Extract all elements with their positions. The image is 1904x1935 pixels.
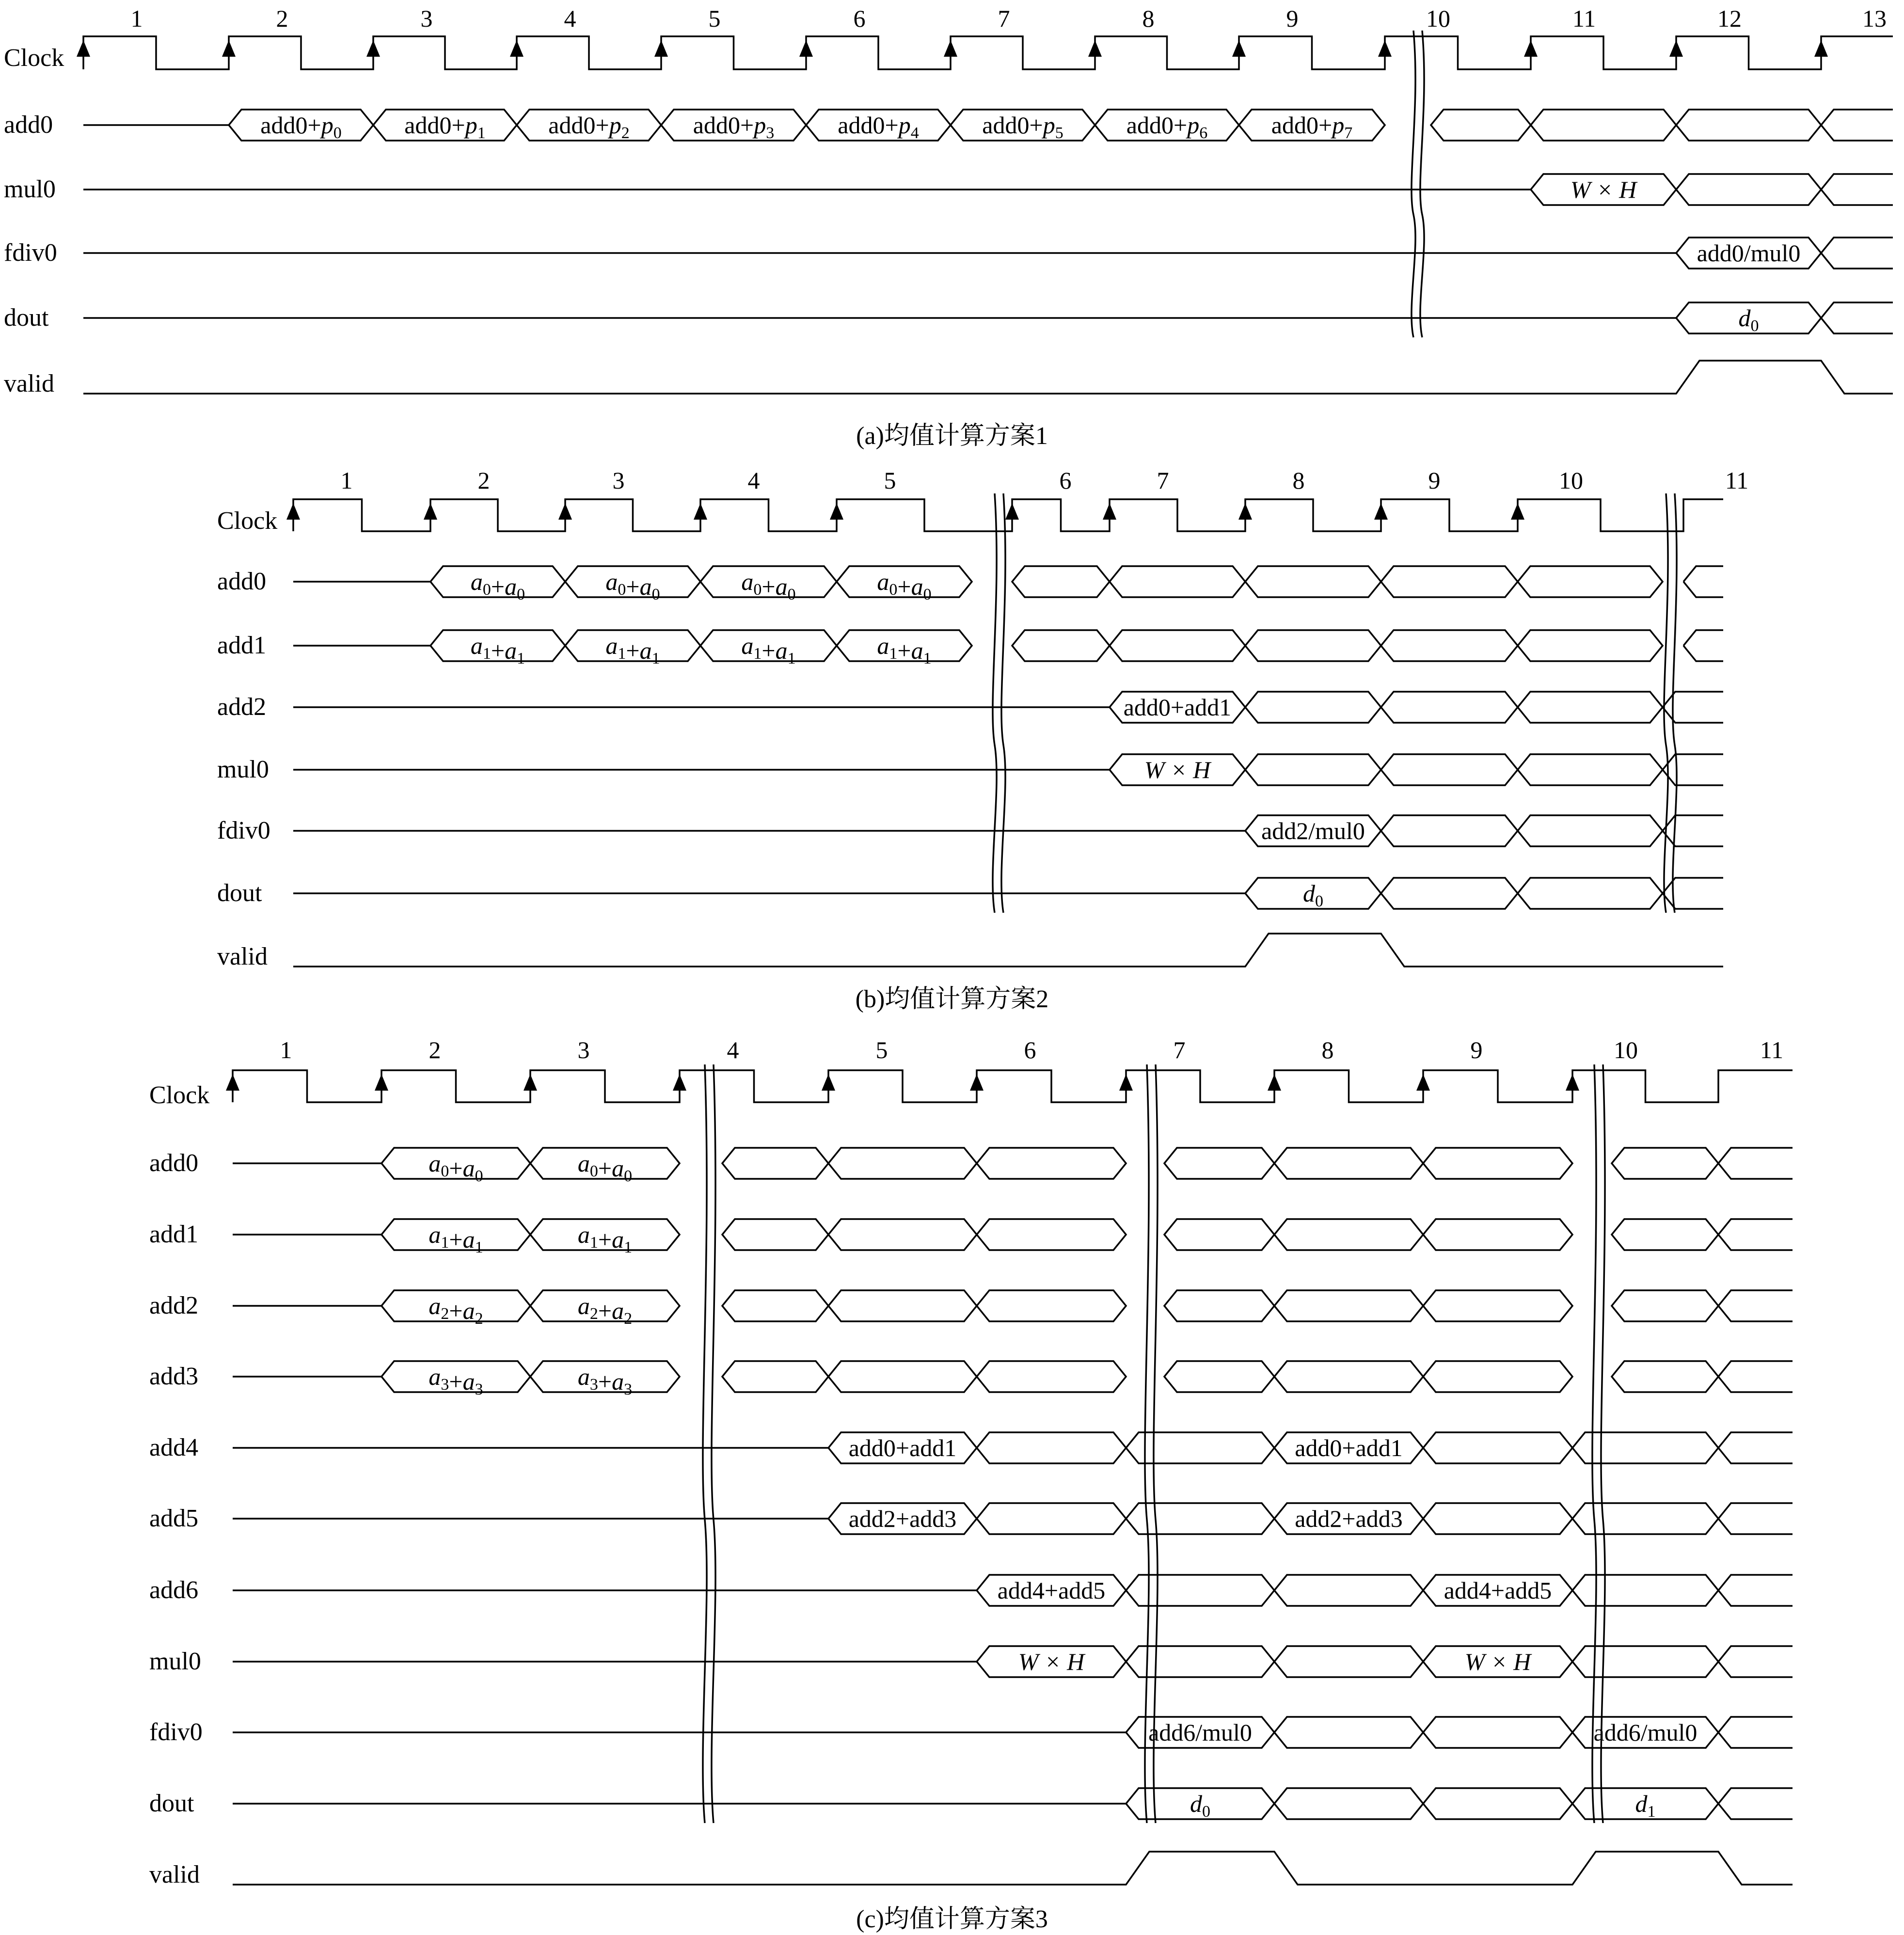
bus-cell-empty [722,1219,828,1250]
bus-cell-empty [1718,1788,1793,1819]
rising-edge-arrow-icon [1268,1074,1281,1091]
bus-cell-empty [1718,1148,1793,1179]
cycle-number: 7 [1157,467,1169,494]
bus-cell-empty [1572,1575,1718,1606]
bus-cell-empty [1423,1717,1572,1748]
bus-cell-empty [1683,630,1723,661]
rising-edge-arrow-icon [799,40,813,57]
bus-cell-empty [1718,1503,1793,1534]
bus-cell-value: add0+add1 [848,1434,957,1461]
bus-cell-empty [1612,1148,1718,1179]
bus-cell-empty [977,1361,1126,1392]
cycle-number: 9 [1428,467,1441,494]
signal-label-add2: add2 [149,1292,199,1319]
bus-cell-empty [828,1219,977,1250]
bus-cell-empty [1164,1290,1274,1321]
bus-cell-empty [1518,630,1663,661]
bus-cell-empty [1518,815,1663,846]
bus-cell-empty [1683,566,1723,597]
bus-cell-empty [1381,754,1518,785]
bus-cell-value: add6/mul0 [1148,1719,1252,1746]
bus-cell-value: add2+add3 [1295,1505,1403,1532]
bus-cell-empty [1274,1290,1423,1321]
bus-cell-empty [1663,692,1723,723]
bus-cell-empty [1381,815,1518,846]
bus-cell-empty [1718,1219,1793,1250]
cycle-number: 7 [998,5,1010,32]
bus-cell-empty [977,1148,1126,1179]
bus-cell-empty [977,1219,1126,1250]
bus-cell-value: $a_1+a_1$ [877,632,932,667]
bus-cell-empty [1531,110,1676,141]
bus-cell-value: $add0+p_4$ [838,111,919,142]
signal-label-mul0: mul0 [217,756,269,783]
bus-cell-value: $a_3+a_3$ [428,1363,483,1398]
bus-cell-empty [1821,174,1893,205]
bus-cell-value: W × H [1018,1648,1085,1675]
cycle-number: 7 [1173,1036,1186,1063]
bus-cell-value: $a_0+a_0$ [605,568,660,603]
bus-cell-value: add6/mul0 [1593,1719,1698,1746]
rising-edge-arrow-icon [510,40,524,57]
rising-edge-arrow-icon [366,40,380,57]
signal-label-add1: add1 [149,1221,199,1248]
cycle-number: 6 [1024,1036,1036,1063]
cycle-number: 10 [1614,1036,1638,1063]
bus-cell-value: $add0+p_0$ [260,111,342,142]
rising-edge-arrow-icon [673,1074,686,1091]
panel-a-timing-diagram [4,5,1893,397]
bus-cell-value: $a_0+a_0$ [470,568,525,603]
bus-cell-empty [1381,630,1518,661]
bus-cell-empty [1423,1503,1572,1534]
signal-label-dout: dout [4,304,49,332]
bus-cell-value: $a_2+a_2$ [428,1292,483,1328]
bus-cell-empty [977,1432,1126,1463]
cycle-number: 9 [1286,5,1299,32]
bus-cell-empty [1423,1290,1572,1321]
bus-cell-empty [1518,878,1663,909]
caption-panel-c: (c)均值计算方案3 [856,1905,1048,1933]
valid-waveform [233,1852,1793,1885]
cycle-number: 1 [340,467,353,494]
rising-edge-arrow-icon [226,1074,239,1091]
cycle-number: 2 [276,5,288,32]
bus-cell-empty [1381,878,1518,909]
bus-cell-empty [1663,815,1723,846]
cycle-number: 6 [1059,467,1072,494]
bus-cell-empty [1821,110,1893,141]
bus-cell-empty [1164,1148,1274,1179]
signal-label-add6: add6 [149,1576,199,1604]
bus-cell-value: $a_0+a_0$ [577,1150,633,1185]
bus-cell-value: $a_1+a_1$ [741,632,796,667]
cycle-number: 3 [612,467,625,494]
cycle-number: 11 [1725,467,1749,494]
cycle-number: 3 [577,1036,590,1063]
bus-cell-empty [1274,1361,1423,1392]
valid-waveform [83,361,1893,394]
rising-edge-arrow-icon [77,40,90,57]
bus-cell-empty [1431,110,1531,141]
rising-edge-arrow-icon [558,503,572,520]
bus-cell-empty [1110,566,1245,597]
bus-cell-value: $a_1+a_1$ [605,632,660,667]
bus-cell-value: $add0+p_5$ [982,111,1063,142]
signal-label-add2: add2 [217,693,267,721]
bus-cell-empty [1164,1361,1274,1392]
bus-cell-empty [1423,1361,1572,1392]
bus-cell-value: add2+add3 [848,1505,957,1532]
bus-cell-empty [1676,110,1821,141]
bus-cell-empty [1423,1219,1572,1250]
signal-label-valid: valid [217,943,268,970]
bus-cell-empty [1274,1788,1423,1819]
rising-edge-arrow-icon [822,1074,835,1091]
bus-cell-empty [1518,566,1663,597]
bus-cell-value: W × H [1144,756,1211,783]
time-break-marker [1592,1064,1605,1823]
bus-cell-value: add0/mul0 [1697,239,1801,267]
cycle-number: 10 [1559,467,1583,494]
bus-cell-value: $a_1+a_1$ [577,1221,633,1256]
cycle-number: 4 [564,5,576,32]
cycle-number: 10 [1426,5,1450,32]
cycle-number: 2 [477,467,490,494]
bus-cell-value: $a_0+a_0$ [877,568,932,603]
bus-cell-value: $a_1+a_1$ [428,1221,483,1256]
signal-label-clock: Clock [4,44,64,72]
signal-label-add5: add5 [149,1505,199,1532]
cycle-number: 9 [1470,1036,1483,1063]
bus-cell-empty [1718,1361,1793,1392]
cycle-number: 13 [1862,5,1887,32]
rising-edge-arrow-icon [1238,503,1252,520]
bus-cell-empty [1245,754,1381,785]
bus-cell-value: add4+add5 [1444,1577,1552,1604]
signal-label-add4: add4 [149,1434,199,1461]
bus-cell-value: $d_0$ [1303,880,1323,910]
bus-cell-empty [722,1361,828,1392]
cycle-number: 5 [708,5,721,32]
rising-edge-arrow-icon [1378,40,1392,57]
caption-panel-a: (a)均值计算方案1 [856,422,1048,450]
cycle-number: 11 [1572,5,1596,32]
cycle-number: 2 [428,1036,441,1063]
rising-edge-arrow-icon [1416,1074,1430,1091]
signal-label-add3: add3 [149,1363,199,1390]
cycle-number: 5 [884,467,896,494]
bus-cell-value: $add0+p_1$ [404,111,486,142]
rising-edge-arrow-icon [1566,1074,1579,1091]
rising-edge-arrow-icon [1232,40,1246,57]
bus-cell-empty [828,1290,977,1321]
bus-cell-empty [1663,754,1723,785]
rising-edge-arrow-icon [654,40,668,57]
signal-label-valid: valid [149,1861,200,1888]
bus-cell-empty [1821,302,1893,333]
panel-c-timing-diagram [149,1036,1793,1888]
cycle-number: 8 [1321,1036,1334,1063]
bus-cell-value: $a_2+a_2$ [577,1292,633,1328]
bus-cell-empty [1423,1432,1572,1463]
bus-cell-empty [1612,1361,1718,1392]
cycle-number: 4 [747,467,760,494]
bus-cell-empty [1274,1575,1423,1606]
rising-edge-arrow-icon [424,503,437,520]
rising-edge-arrow-icon [944,40,957,57]
signal-label-fdiv0: fdiv0 [149,1718,203,1746]
rising-edge-arrow-icon [286,503,300,520]
bus-cell-value: $add0+p_2$ [548,111,630,142]
cycle-number: 8 [1142,5,1155,32]
bus-cell-value: W × H [1464,1648,1531,1675]
bus-cell-empty [1126,1432,1274,1463]
bus-cell-empty [1718,1646,1793,1677]
signal-label-fdiv0: fdiv0 [217,817,270,844]
cycle-number: 11 [1760,1036,1784,1063]
bus-cell-empty [1012,566,1110,597]
bus-cell-empty [1718,1432,1793,1463]
bus-cell-empty [1718,1717,1793,1748]
bus-cell-empty [1274,1219,1423,1250]
cycle-number: 12 [1717,5,1742,32]
bus-cell-empty [977,1290,1126,1321]
signal-label-add0: add0 [149,1149,199,1177]
bus-cell-value: $a_0+a_0$ [741,568,796,603]
cycle-number: 4 [727,1036,739,1063]
bus-cell-empty [1164,1219,1274,1250]
bus-cell-value: add2/mul0 [1261,817,1365,844]
signal-label-add0: add0 [4,111,53,139]
bus-cell-value: $a_0+a_0$ [428,1150,483,1185]
clock-waveform [83,36,1893,69]
bus-cell-value: $a_3+a_3$ [577,1363,633,1398]
bus-cell-empty [722,1290,828,1321]
bus-cell-empty [1518,692,1663,723]
bus-cell-value: $add0+p_7$ [1271,111,1353,142]
bus-cell-empty [1381,692,1518,723]
signal-label-clock: Clock [149,1081,210,1109]
bus-cell-value: $d_0$ [1190,1790,1210,1821]
rising-edge-arrow-icon [1814,40,1828,57]
bus-cell-empty [1245,630,1381,661]
rising-edge-arrow-icon [1103,503,1116,520]
rising-edge-arrow-icon [694,503,707,520]
caption-panel-b: (b)均值计算方案2 [855,985,1049,1013]
rising-edge-arrow-icon [1119,1074,1133,1091]
bus-cell-empty [1718,1575,1793,1606]
bus-cell-empty [1274,1148,1423,1179]
bus-cell-empty [1676,174,1821,205]
bus-cell-empty [1423,1788,1572,1819]
signal-label-fdiv0: fdiv0 [4,239,57,267]
bus-cell-value: $add0+p_6$ [1126,111,1208,142]
clock-waveform [233,1070,1793,1102]
bus-cell-value: $a_1+a_1$ [470,632,525,667]
cycle-number: 8 [1292,467,1305,494]
bus-cell-empty [1663,878,1723,909]
rising-edge-arrow-icon [1511,503,1524,520]
signal-label-clock: Clock [217,507,278,535]
cycle-number: 6 [853,5,866,32]
bus-cell-value: $d_0$ [1738,304,1759,335]
bus-cell-value: add0+add1 [1123,694,1232,721]
bus-cell-empty [1110,630,1245,661]
time-break-marker [703,1064,715,1823]
valid-waveform [293,934,1723,967]
bus-cell-empty [828,1148,977,1179]
bus-cell-empty [1274,1717,1423,1748]
bus-cell-empty [1245,692,1381,723]
time-break-marker [1412,31,1424,337]
bus-cell-empty [1612,1290,1718,1321]
signal-label-add1: add1 [217,632,267,659]
signal-label-add0: add0 [217,568,267,595]
bus-cell-empty [1718,1290,1793,1321]
bus-cell-empty [1274,1646,1423,1677]
bus-cell-value: $add0+p_3$ [693,111,775,142]
rising-edge-arrow-icon [1669,40,1683,57]
bus-cell-value: W × H [1570,176,1637,203]
bus-cell-empty [1012,630,1110,661]
rising-edge-arrow-icon [375,1074,388,1091]
signal-label-mul0: mul0 [149,1648,201,1675]
bus-cell-empty [1821,238,1893,269]
bus-cell-empty [1518,754,1663,785]
bus-cell-value: add0+add1 [1295,1434,1403,1461]
bus-cell-empty [1572,1432,1718,1463]
signal-label-dout: dout [217,879,262,907]
rising-edge-arrow-icon [524,1074,537,1091]
bus-cell-empty [1381,566,1518,597]
cycle-number: 5 [875,1036,888,1063]
bus-cell-empty [1423,1148,1572,1179]
bus-cell-empty [722,1148,828,1179]
rising-edge-arrow-icon [1005,503,1019,520]
bus-cell-value: $d_1$ [1635,1790,1656,1821]
cycle-number: 1 [130,5,143,32]
rising-edge-arrow-icon [1088,40,1102,57]
rising-edge-arrow-icon [1524,40,1538,57]
cycle-number: 3 [420,5,433,32]
time-break-marker [1145,1064,1158,1823]
signal-label-valid: valid [4,370,54,397]
bus-cell-empty [1612,1219,1718,1250]
panel-b-timing-diagram [217,467,1748,970]
bus-cell-empty [828,1361,977,1392]
time-break-marker [993,493,1005,913]
bus-cell-value: add4+add5 [997,1577,1106,1604]
bus-cell-empty [1245,566,1381,597]
cycle-number: 1 [280,1036,292,1063]
bus-cell-empty [977,1503,1126,1534]
rising-edge-arrow-icon [222,40,236,57]
rising-edge-arrow-icon [1374,503,1388,520]
signal-label-mul0: mul0 [4,175,56,203]
signal-label-dout: dout [149,1790,194,1817]
rising-edge-arrow-icon [830,503,843,520]
rising-edge-arrow-icon [970,1074,984,1091]
